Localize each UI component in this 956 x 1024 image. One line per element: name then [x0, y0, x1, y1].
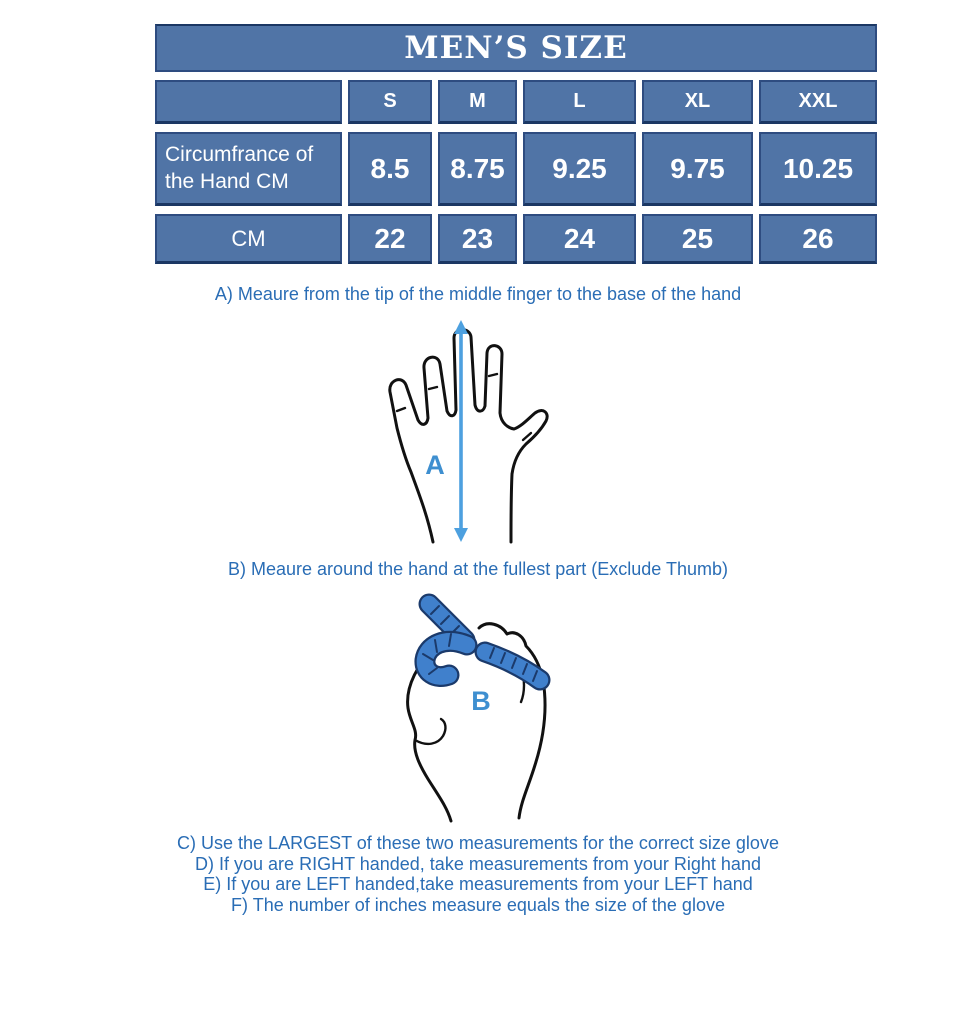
fist-finger-fold: [415, 719, 445, 744]
cm-xl: 25: [642, 214, 753, 264]
header-size-m: M: [438, 80, 517, 124]
length-arrow-top-head: [454, 320, 468, 334]
size-grid: [155, 80, 877, 264]
label-a: A: [425, 450, 445, 480]
circumference-l: 9.25: [523, 132, 636, 206]
table-title: MEN’S SIZE: [404, 30, 628, 66]
hand-length-diagram: [383, 316, 555, 545]
cm-l: 24: [523, 214, 636, 264]
cm-s: 22: [348, 214, 432, 264]
header-empty-cell: [155, 80, 342, 124]
header-size-xxl: XXL: [759, 80, 877, 124]
instruction-a: A) Meaure from the tip of the middle finger to the base of the hand: [214, 284, 742, 304]
row-label-cm: CM: [155, 214, 342, 264]
table-title-bar: [155, 24, 877, 72]
instruction-d: D) If you are RIGHT handed, take measurements from your Right hand: [195, 853, 761, 874]
instruction-e: E) If you are LEFT handed,take measurements from your LEFT hand: [203, 874, 753, 894]
instruction-c: C) Use the LARGEST of these two measurements for the correct size glove: [177, 833, 779, 853]
header-size-s: S: [348, 80, 432, 124]
cm-m: 23: [438, 214, 517, 264]
circumference-s: 8.5: [348, 132, 432, 206]
instructions-c-f: [0, 833, 956, 915]
hand-circumference-diagram: [393, 588, 556, 825]
header-size-l: L: [523, 80, 636, 124]
open-hand-outline: [390, 330, 547, 542]
row-label-circumference: Circumfrance of the Hand CM: [155, 132, 342, 206]
instruction-b: B) Meaure around the hand at the fullest part (Exclude Thumb): [228, 559, 728, 579]
fist-right-outline: [519, 680, 545, 818]
header-size-xl: XL: [642, 80, 753, 124]
label-b: B: [471, 686, 491, 716]
mens-size-table: [155, 24, 877, 264]
instruction-f: F) The number of inches measure equals the size of the glove: [231, 894, 725, 915]
circumference-xl: 9.75: [642, 132, 753, 206]
cm-xxl: 26: [759, 214, 877, 264]
circumference-xxl: 10.25: [759, 132, 877, 206]
circumference-m: 8.75: [438, 132, 517, 206]
